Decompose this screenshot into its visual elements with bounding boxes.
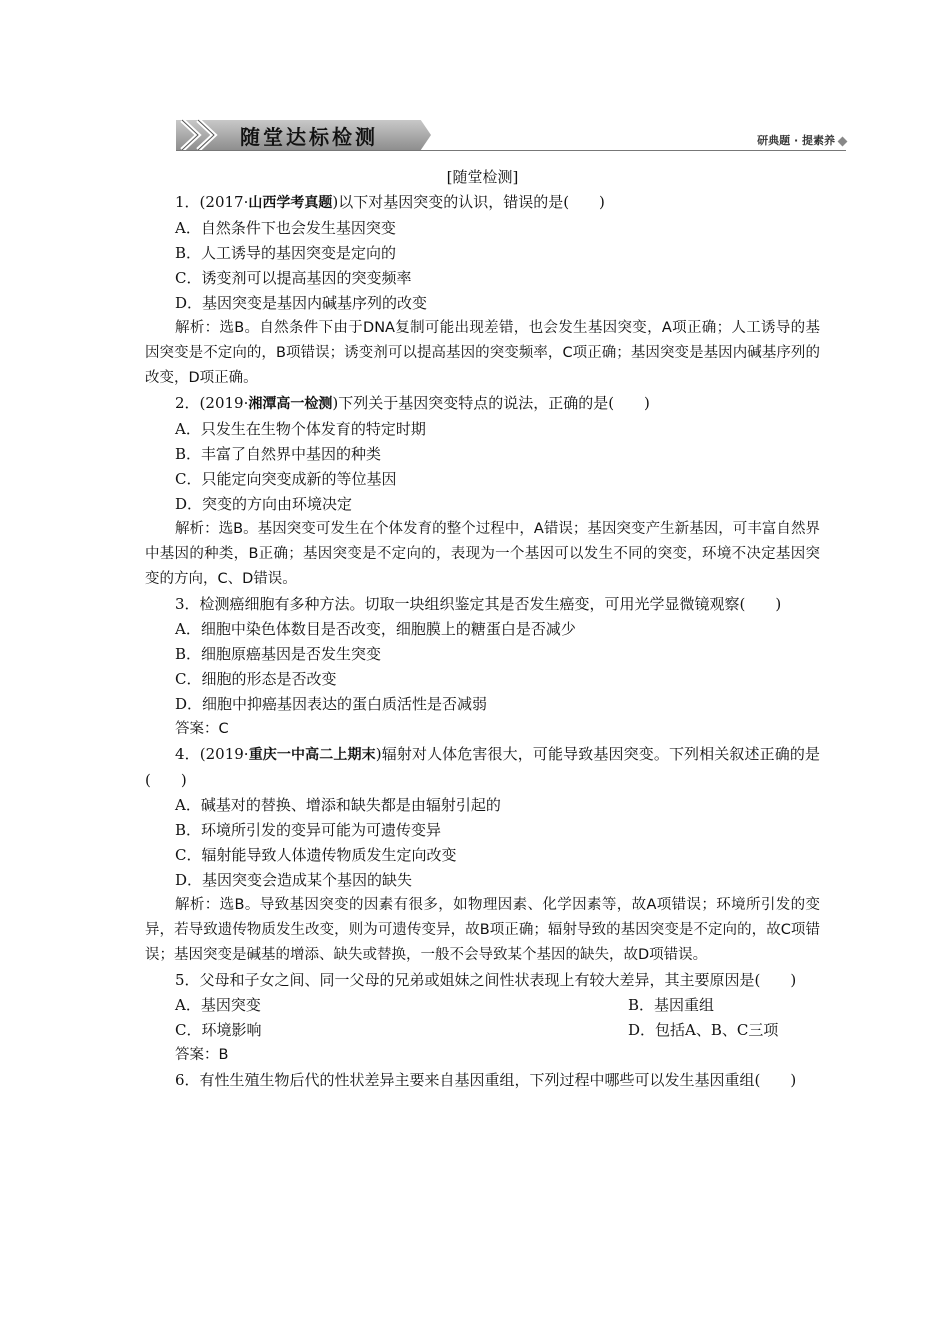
option-a: A．自然条件下也会发生基因突变 [175, 219, 396, 237]
option-b: B．环境所引发的变异可能为可遗传变异 [175, 821, 442, 839]
options-row-1 [145, 993, 820, 1018]
options-row-2 [145, 1018, 820, 1043]
question-5: 5．父母和子女之间、同一父母的兄弟或姐妹之间性状表现上有较大差异，其主要原因是( ) [175, 971, 797, 989]
option-c: C．环境影响 [175, 1021, 262, 1039]
option-b: B．丰富了自然界中基因的种类 [175, 445, 382, 463]
double-chevron-icon [176, 118, 236, 152]
option-c: C．诱变剂可以提高基因的突变频率 [175, 269, 412, 287]
diamond-icon [838, 136, 848, 146]
q2-source: 湘潭高一检测 [248, 396, 333, 412]
option-d: D．包括A、B、C三项 [628, 1021, 779, 1039]
question-6: 6．有性生殖生物后代的性状差异主要来自基因重组，下列过程中哪些可以发生基因重组( ) [175, 1071, 797, 1089]
answer-5: 答案：B [175, 1047, 229, 1063]
question-4 [145, 742, 820, 793]
option-c: C．只能定向突变成新的等位基因 [175, 470, 397, 488]
analysis-1: 解析：选B。自然条件下由于DNA复制可能出现差错，也会发生基因突变，A项正确；人工诱导的基因突变是不定向的，B项错误；诱变剂可以提高基因的突变频率，C项正确；基因突变是基因内碱基序列的改变，D项正确。 [145, 320, 820, 386]
section-title: [随堂检测] [446, 168, 519, 186]
answer-3: 答案：C [175, 721, 229, 737]
option-a: A．基因突变 [175, 996, 261, 1014]
question-1 [145, 190, 820, 216]
option-c: C．辐射能导致人体遗传物质发生定向改变 [175, 846, 457, 864]
option-b: B．细胞原癌基因是否发生突变 [175, 645, 382, 663]
option-d: D．细胞中抑癌基因表达的蛋白质活性是否减弱 [175, 695, 488, 713]
header-tag-text: 研典题 · 提素养 [757, 134, 835, 147]
document-body [145, 165, 820, 1093]
option-c: C．细胞的形态是否改变 [175, 670, 337, 688]
option-a: A．碱基对的替换、增添和缺失都是由辐射引起的 [175, 796, 501, 814]
question-3: 3．检测癌细胞有多种方法。切取一块组织鉴定其是否发生癌变，可用光学显微镜观察( ) [175, 595, 782, 613]
banner-title: 随堂达标检测 [240, 125, 378, 149]
q1-num: 1．(2017· [175, 193, 249, 211]
option-a: A．只发生在生物个体发育的特定时期 [175, 420, 426, 438]
header-tag [757, 132, 846, 148]
q1-source: 山西学考真题 [248, 195, 333, 211]
option-d: D．突变的方向由环境决定 [175, 495, 353, 513]
option-d: D．基因突变会造成某个基因的缺失 [175, 871, 413, 889]
option-d: D．基因突变是基因内碱基序列的改变 [175, 294, 428, 312]
question-2 [145, 391, 820, 417]
option-b: B．人工诱导的基因突变是定向的 [175, 244, 397, 262]
option-a: A．细胞中染色体数目是否改变，细胞膜上的糖蛋白是否减少 [175, 620, 576, 638]
q1-stem: )以下对基因突变的认识，错误的是( ) [332, 193, 605, 211]
q2-num: 2．(2019· [175, 394, 249, 412]
header-rule [176, 150, 846, 151]
q4-stem: )辐射对人体危害很大，可能导致基因突变。下列相关叙述正确的是( ) [145, 745, 820, 789]
q4-num: 4．(2019· [175, 745, 249, 763]
option-b: B．基因重组 [628, 996, 715, 1014]
analysis-4: 解析：选B。导致基因突变的因素有很多，如物理因素、化学因素等，故A项错误；环境所引发的变异，若导致遗传物质发生改变，则为可遗传变异，故B项正确；辐射导致的基因突变是不定向的，故C项错误；基因突变是碱基的增添、缺失或替换，一般不会导致某个基因的缺失，故D项错误。 [145, 897, 820, 963]
section-banner [176, 118, 431, 152]
q4-source: 重庆一中高二上期末 [248, 747, 376, 763]
analysis-2: 解析：选B。基因突变可发生在个体发育的整个过程中，A错误；基因突变产生新基因，可丰富自然界中基因的种类，B正确；基因突变是不定向的，表现为一个基因可以发生不同的突变，环境不决定基因突变的方向，C、D错误。 [145, 521, 820, 587]
q2-stem: )下列关于基因突变特点的说法，正确的是( ) [332, 394, 650, 412]
